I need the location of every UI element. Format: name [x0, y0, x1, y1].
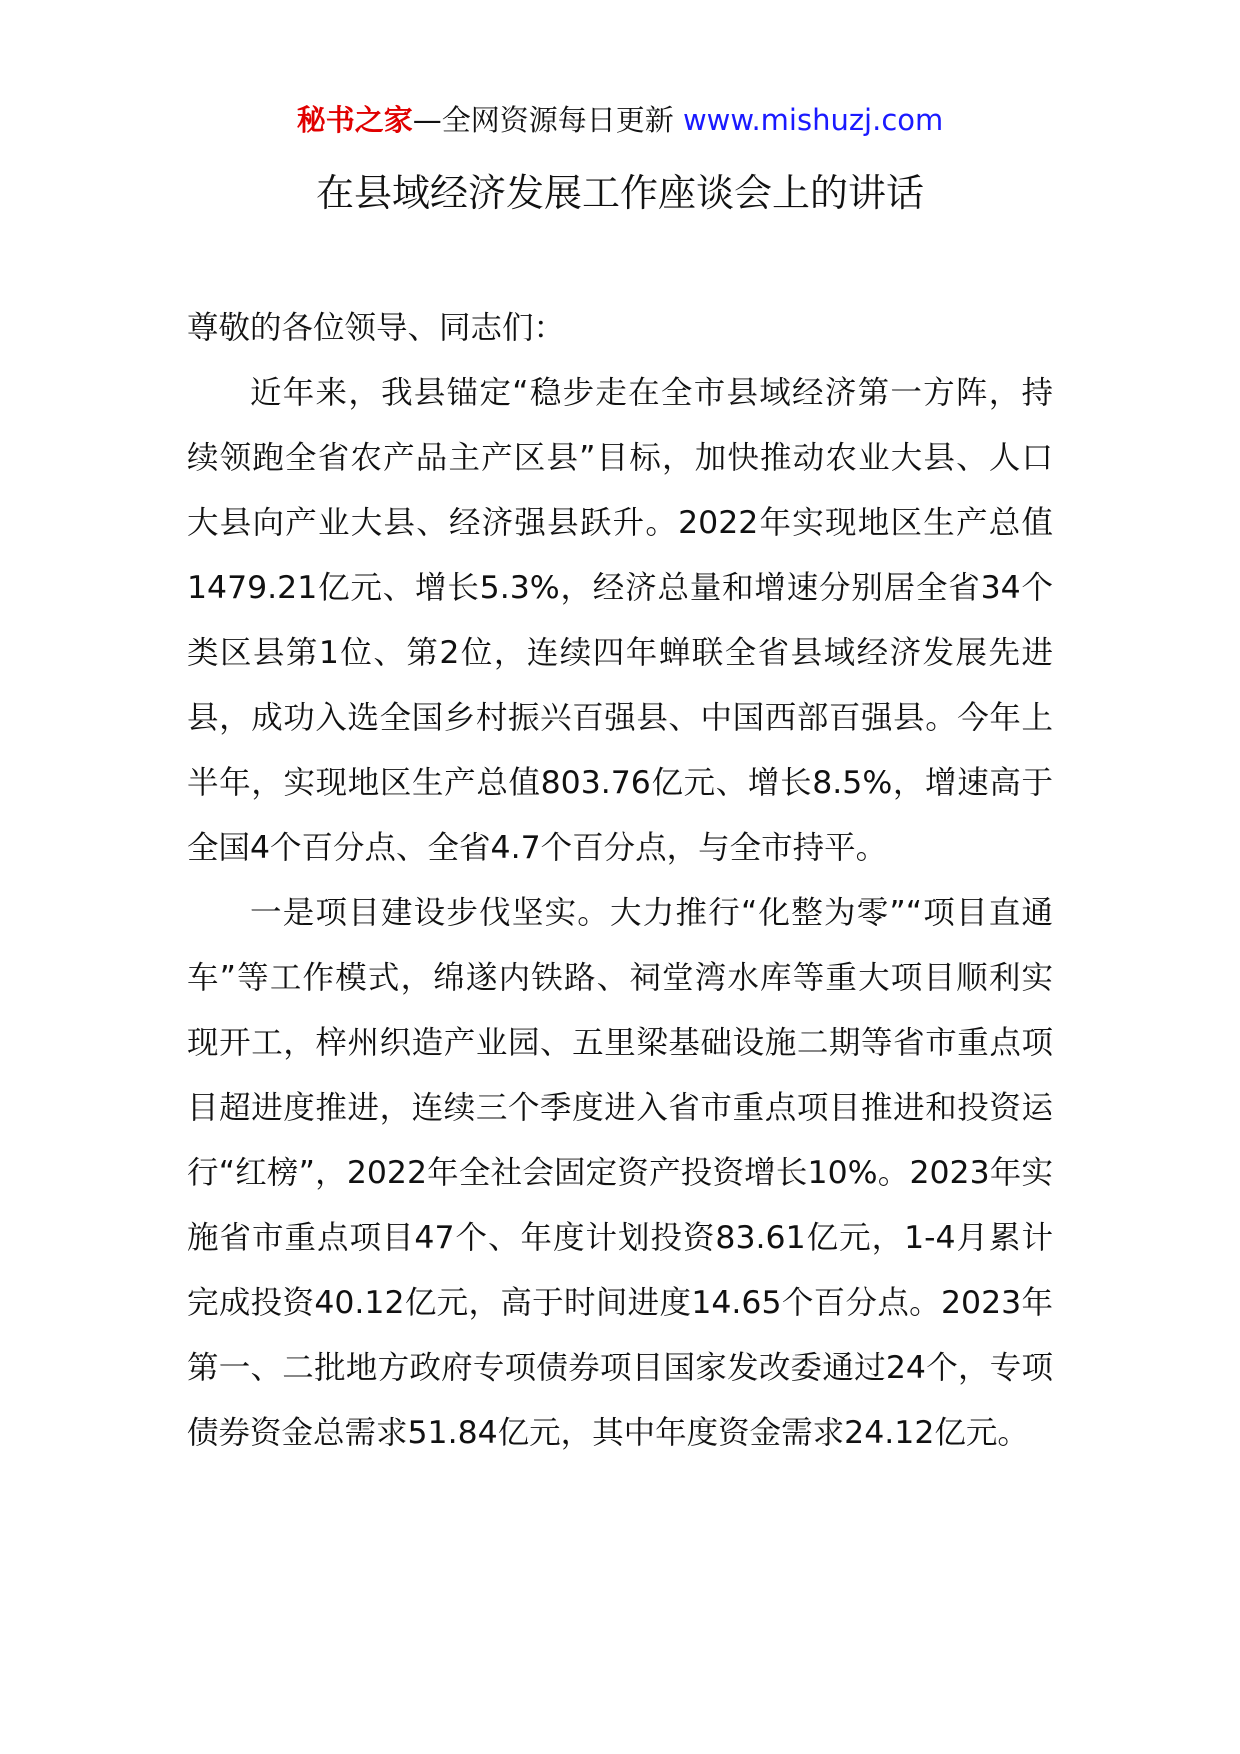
watermark-header [0, 100, 1240, 140]
document-title: 在县域经济发展工作座谈会上的讲话 [315, 171, 924, 215]
website-link[interactable]: www.mishuzj.com [682, 103, 944, 137]
salutation: 尊敬的各位领导、同志们： [187, 310, 566, 346]
brand-name: 秘书之家 [296, 103, 413, 137]
paragraph-overview: 近年来，我县锚定“稳步走在全市县域经济第一方阵，持续领跑全省农产品主产区县”目标，加快推动农业大县、人口大县向产业大县、经济强县跃升。2022年实现地区生产总值1479.21亿元、增长5.3%，经济总量和增速分别居全省34个类区县第1位、第2位，连续四年蝉联全省县域经济发展先进县，成功入选全国乡村振兴百强县、中国西部百强县。今年上半年，实现地区生产总值803.76亿元、增长8.5%，增速高于全国4个百分点、全省4.7个百分点，与全市持平。 [187, 375, 1053, 866]
header-tagline: —全网资源每日更新 [412, 103, 674, 137]
paragraph-project-construction: 一是项目建设步伐坚实。大力推行“化整为零”“项目直通车”等工作模式，绵遂内铁路、祠堂湾水库等重大项目顺利实现开工，梓州织造产业园、五里梁基础设施二期等省市重点项目超进度推进，连续三个季度进入省市重点项目推进和投资运行“红榜”，2022年全社会固定资产投资增长10%。2023年实施省市重点项目47个、年度计划投资83.61亿元，1-4月累计完成投资40.12亿元，高于时间进度14.65个百分点。2023年第一、二批地方政府专项债券项目国家发改委通过24个，专项债券资金总需求51.84亿元，其中年度资金需求24.12亿元。 [187, 895, 1053, 1451]
document-body [187, 296, 1053, 1466]
